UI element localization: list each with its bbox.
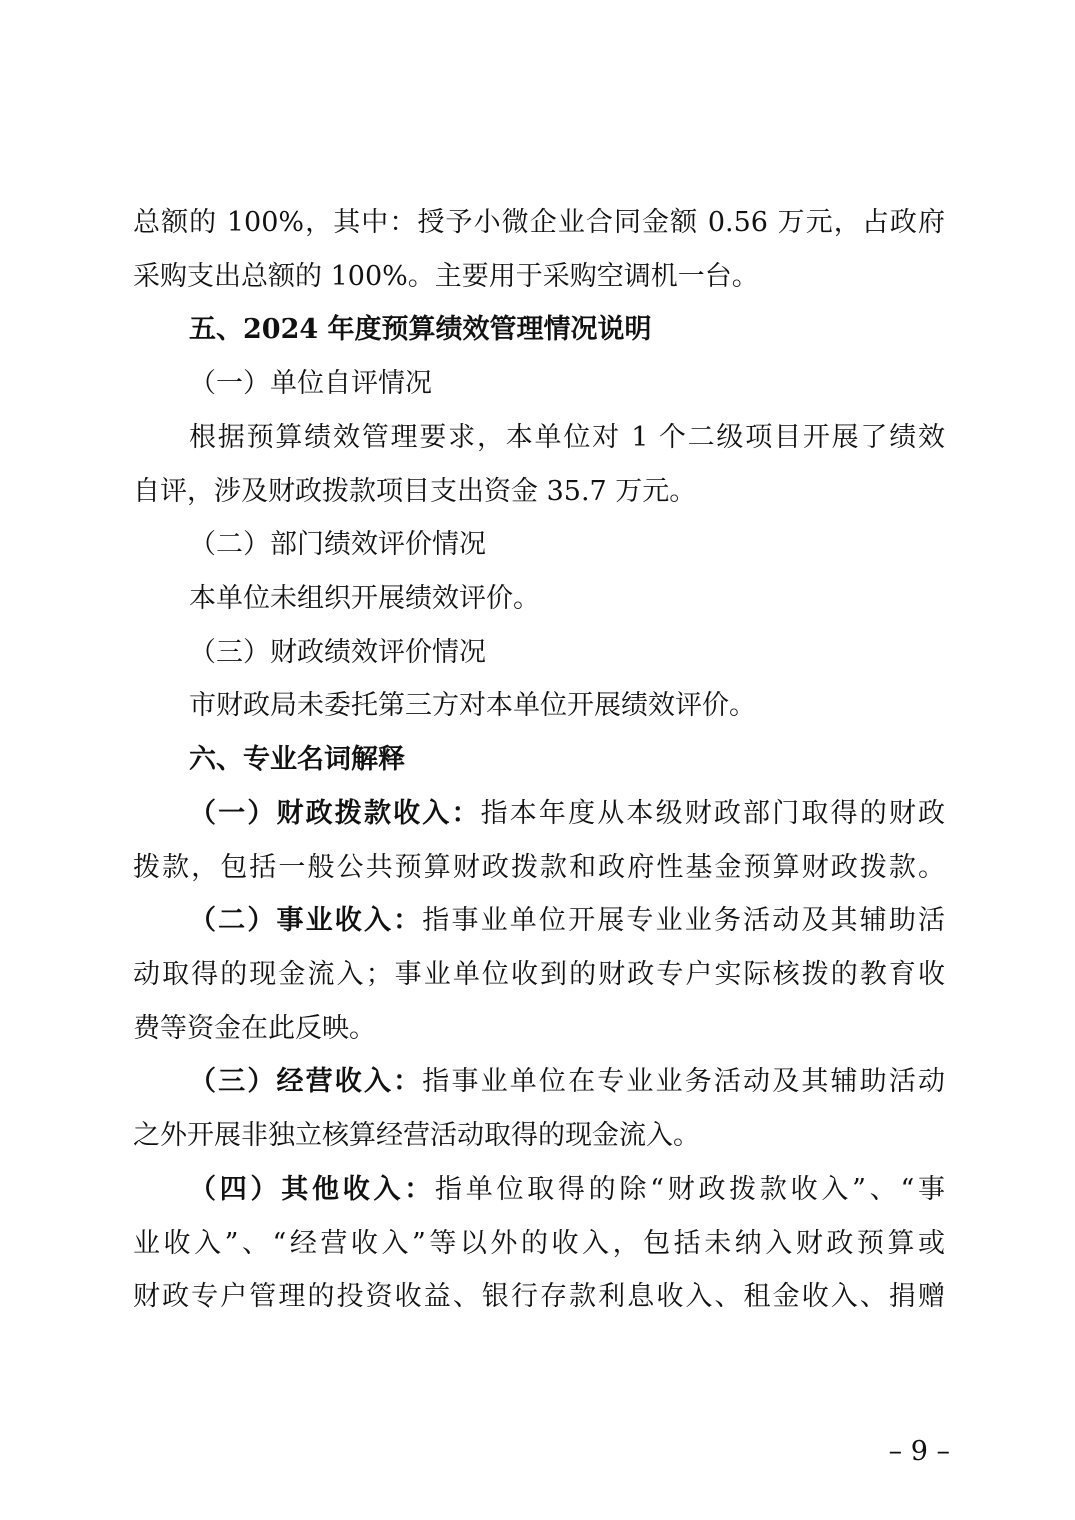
body-text-line: 根据预算绩效管理要求，本单位对 1 个二级项目开展了绩效 bbox=[189, 422, 945, 453]
term-definition-line bbox=[189, 894, 945, 948]
body-text-line: 市财政局未委托第三方对本单位开展绩效评价。 bbox=[189, 690, 756, 721]
term-definition-text: 指本年度从本级财政部门取得的财政 bbox=[480, 798, 946, 829]
page-number: – 9 – bbox=[888, 1436, 950, 1467]
body-text-line: 业收入”、“经营收入”等以外的收入，包括未纳入财政预算或 bbox=[133, 1228, 945, 1259]
subsection-heading: （二）部门绩效评价情况 bbox=[189, 529, 486, 560]
section-heading: 五、2024 年度预算绩效管理情况说明 bbox=[189, 314, 652, 345]
body-text-line: 之外开展非独立核算经营活动取得的现金流入。 bbox=[133, 1120, 700, 1151]
body-text-line: 费等资金在此反映。 bbox=[133, 1013, 376, 1044]
term-label: （三）经营收入： bbox=[189, 1066, 423, 1097]
term-definition-line bbox=[189, 1163, 945, 1217]
term-label: （二）事业收入： bbox=[189, 905, 423, 936]
body-text-line: 本单位未组织开展绩效评价。 bbox=[189, 583, 540, 614]
subsection-heading: （三）财政绩效评价情况 bbox=[189, 637, 486, 668]
body-text-line: 自评，涉及财政拨款项目支出资金 35.7 万元。 bbox=[133, 476, 697, 507]
term-definition-text: 指单位取得的除“财政拨款收入”、“事 bbox=[434, 1174, 945, 1205]
body-text-line: 拨款，包括一般公共预算财政拨款和政府性基金预算财政拨款。 bbox=[133, 852, 945, 883]
term-label: （一）财政拨款收入： bbox=[189, 798, 481, 829]
term-definition-text: 指事业单位在专业业务活动及其辅助活动 bbox=[422, 1066, 946, 1097]
term-label: （四）其他收入： bbox=[189, 1174, 435, 1205]
body-text-line: 财政专户管理的投资收益、银行存款利息收入、租金收入、捐赠 bbox=[133, 1281, 945, 1312]
section-heading: 六、专业名词解释 bbox=[189, 744, 405, 775]
body-text-line: 动取得的现金流入；事业单位收到的财政专户实际核拨的教育收 bbox=[133, 959, 945, 990]
body-text-line: 总额的 100%，其中：授予小微企业合同金额 0.56 万元，占政府 bbox=[133, 207, 945, 238]
subsection-heading: （一）单位自评情况 bbox=[189, 368, 432, 399]
term-definition-line bbox=[189, 787, 945, 841]
term-definition-text: 指事业单位开展专业业务活动及其辅助活 bbox=[422, 905, 946, 936]
term-definition-line bbox=[189, 1055, 945, 1109]
body-text-line: 采购支出总额的 100%。主要用于采购空调机一台。 bbox=[133, 261, 759, 292]
